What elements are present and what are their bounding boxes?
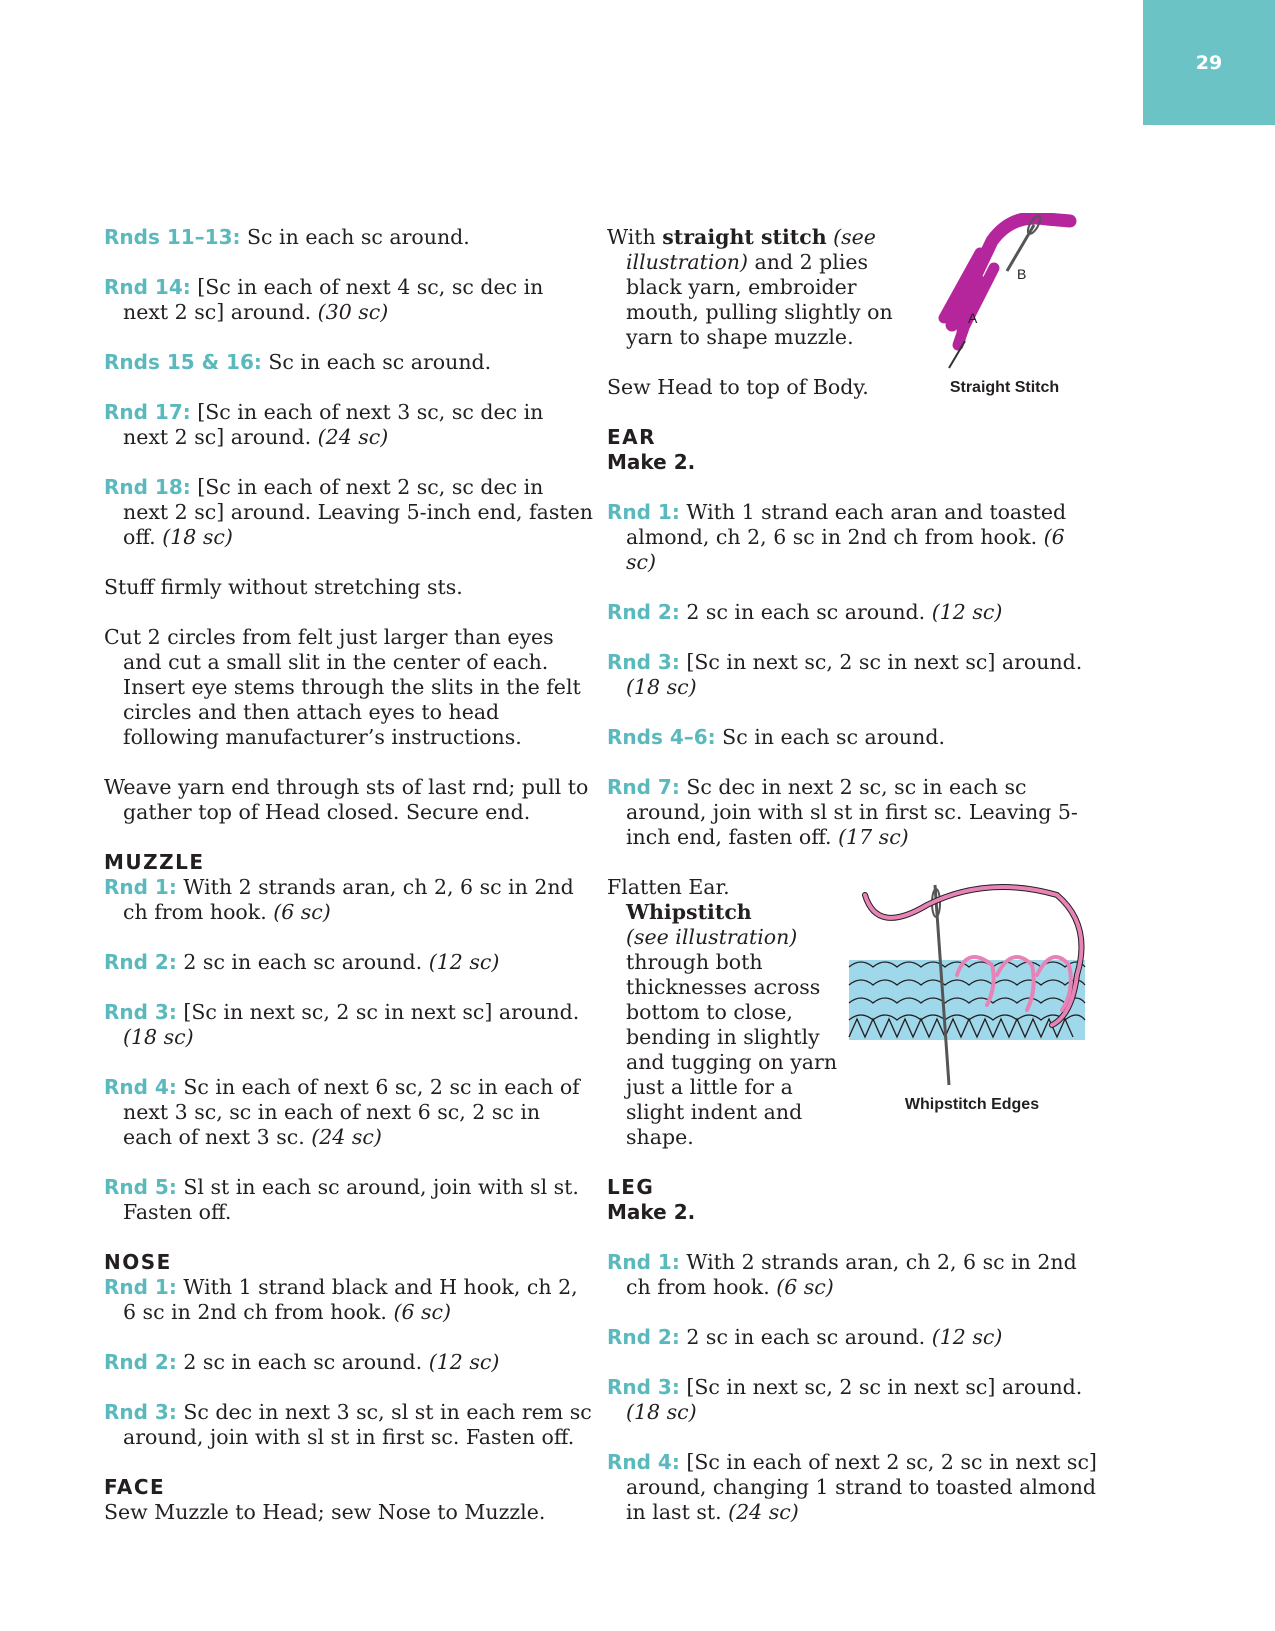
- round-text: Sc in each sc around.: [715, 725, 945, 749]
- round-label: Rnd 1:: [607, 1250, 680, 1274]
- knit-fabric: [849, 960, 1085, 1040]
- muzzle-rnd-4: [104, 1075, 594, 1150]
- needle: [1007, 225, 1034, 271]
- round-label: Rnd 3:: [104, 1400, 177, 1424]
- straight-stitch-block: [607, 225, 1097, 425]
- sew-head-instruction: Sew Head to top of Body.: [607, 375, 869, 399]
- section-heading-ear: EAR: [607, 425, 657, 449]
- page-number-tab: [1143, 0, 1275, 125]
- section-heading-muzzle: MUZZLE: [104, 850, 205, 874]
- stitch-count: (24 sc): [317, 425, 389, 449]
- round-text: 2 sc in each sc around.: [679, 1325, 932, 1349]
- round-label: Rnd 1:: [607, 500, 680, 524]
- round-label: Rnd 3:: [104, 1000, 177, 1024]
- text-span: through both thicknesses across bottom to close, bending in slightly and tugging on yarn just a little for a slight indent and shape.: [626, 950, 838, 1149]
- left-column: [104, 225, 594, 1550]
- whipstitch-caption: Whipstitch Edges: [904, 1096, 1040, 1113]
- section-heading-face: FACE: [104, 1475, 166, 1499]
- round-text: Sc in each sc around.: [261, 350, 492, 374]
- page-number: 29: [1195, 51, 1223, 74]
- instruction-rnds-11-13: [104, 225, 594, 250]
- round-text: 2 sc in each sc around.: [176, 950, 429, 974]
- round-label: Rnd 2:: [104, 1350, 177, 1374]
- round-text: Sc in each of next 6 sc, 2 sc in each of next 3 sc, sc in each of next 6 sc, 2 sc in each of next 3 sc.: [123, 1075, 580, 1149]
- round-text: [Sc in next sc, 2 sc in next sc] around.: [679, 650, 1083, 674]
- round-text: 2 sc in each sc around.: [176, 1350, 429, 1374]
- nose-rnd-2: [104, 1350, 594, 1375]
- ear-rnds-4-6: [607, 725, 1097, 750]
- section-heading-nose: NOSE: [104, 1250, 172, 1274]
- round-text: Sc dec in next 2 sc, sc in each sc around, join with sl st in first sc. Leaving 5-inch end, fasten off.: [626, 775, 1078, 849]
- stitch-count: (12 sc): [428, 1350, 500, 1374]
- stitch-count: (6 sc): [626, 525, 1065, 574]
- felt-eyes-instruction: Cut 2 circles from felt just larger than eyes and cut a small slit in the center of each. Insert eye stems through the slits in the felt circles and then attach eyes to head following manufacturer’s instructions.: [104, 625, 581, 749]
- round-label: Rnd 17:: [104, 400, 191, 424]
- round-text: With 1 strand black and H hook, ch 2, 6 sc in 2nd ch from hook.: [123, 1275, 578, 1324]
- round-label: Rnds 4–6:: [607, 725, 716, 749]
- straight-stitch-text: [607, 225, 922, 425]
- straight-stitch-illustration: [922, 213, 1087, 373]
- round-label: Rnd 14:: [104, 275, 191, 299]
- see-illustration-note: (see illustration): [626, 925, 798, 949]
- leg-rnd-2: [607, 1325, 1097, 1350]
- muzzle-rnd-5: [104, 1175, 594, 1225]
- leg-rnd-1: [607, 1250, 1097, 1300]
- round-text: Sl st in each sc around, join with sl st. Fasten off.: [123, 1175, 579, 1224]
- stitch-count: (6 sc): [273, 900, 331, 924]
- muzzle-rnd-1: [104, 875, 594, 925]
- instruction-rnd-14: [104, 275, 594, 325]
- instruction-rnd-17: [104, 400, 594, 450]
- ear-rnd-1: [607, 500, 1097, 575]
- round-text: [Sc in next sc, 2 sc in next sc] around.: [679, 1375, 1083, 1399]
- stitch-count: (6 sc): [776, 1275, 834, 1299]
- round-text: [Sc in next sc, 2 sc in next sc] around.: [176, 1000, 580, 1024]
- stitch-count: (12 sc): [428, 950, 500, 974]
- stitch-count: (18 sc): [626, 1400, 697, 1424]
- leg-rnd-3: [607, 1375, 1097, 1425]
- nose-rnd-3: [104, 1400, 594, 1450]
- muzzle-rnd-2: [104, 950, 594, 975]
- weave-instruction: Weave yarn end through sts of last rnd; pull to gather top of Head closed. Secure end.: [104, 775, 589, 824]
- whipstitch-illustration: [847, 875, 1097, 1090]
- round-text: With 2 strands aran, ch 2, 6 sc in 2nd ch from hook.: [123, 875, 574, 924]
- round-text: With 1 strand each aran and toasted almond, ch 2, 6 sc in 2nd ch from hook.: [626, 500, 1067, 549]
- stitch-count: (12 sc): [931, 600, 1003, 624]
- whipstitch-block: [607, 875, 1097, 1175]
- round-label: Rnd 2:: [607, 1325, 680, 1349]
- muzzle-rnd-3: [104, 1000, 594, 1050]
- ear-rnd-7: [607, 775, 1097, 850]
- text-span: and 2 plies black yarn, embroider mouth, pulling slightly on yarn to shape muzzle.: [626, 250, 893, 349]
- round-text: [Sc in each of next 3 sc, sc dec in next 2 sc] around.: [123, 400, 544, 449]
- stitch-count: (18 sc): [162, 525, 233, 549]
- round-label: Rnds 11–13:: [104, 225, 241, 249]
- straight-stitch-instruction: [607, 225, 922, 350]
- ear-rnd-3: [607, 650, 1097, 700]
- stitch-count: (24 sc): [311, 1125, 382, 1149]
- label-a: A: [968, 310, 978, 326]
- round-text: Sc dec in next 3 sc, sl st in each rem sc around, join with sl st in first sc. Fasten off.: [123, 1400, 592, 1449]
- ear-make-count: Make 2.: [607, 450, 696, 474]
- round-label: Rnd 7:: [607, 775, 680, 799]
- stitch-count: (12 sc): [931, 1325, 1003, 1349]
- round-label: Rnd 18:: [104, 475, 191, 499]
- section-heading-leg: LEG: [607, 1175, 655, 1199]
- round-label: Rnd 5:: [104, 1175, 177, 1199]
- round-text: 2 sc in each sc around.: [679, 600, 932, 624]
- nose-rnd-1: [104, 1275, 594, 1325]
- round-label: Rnd 1:: [104, 875, 177, 899]
- round-label: Rnd 3:: [607, 650, 680, 674]
- face-instruction: Sew Muzzle to Head; sew Nose to Muzzle.: [104, 1500, 546, 1524]
- round-label: Rnds 15 & 16:: [104, 350, 262, 374]
- whipstitch-instruction: [607, 900, 839, 1150]
- stitch-count: (24 sc): [728, 1500, 799, 1524]
- straight-stitch-caption: Straight Stitch: [949, 379, 1060, 396]
- stitch-count: (18 sc): [123, 1025, 194, 1049]
- stitch-count: (30 sc): [317, 300, 389, 324]
- leg-rnd-4: [607, 1450, 1097, 1525]
- round-label: Rnd 4:: [104, 1075, 177, 1099]
- instruction-rnds-15-16: [104, 350, 594, 375]
- whipstitch-text: [607, 875, 839, 1175]
- round-label: Rnd 1:: [104, 1275, 177, 1299]
- label-b: B: [1017, 266, 1027, 282]
- see-illustration-note: (see illustration): [626, 225, 876, 274]
- term-straight-stitch: straight stitch: [662, 225, 827, 249]
- whipstitch-figure: [847, 875, 1097, 1114]
- round-label: Rnd 2:: [607, 600, 680, 624]
- ear-rnd-2: [607, 600, 1097, 625]
- stuff-instruction: Stuff firmly without stretching sts.: [104, 575, 463, 599]
- round-text: [Sc in each of next 2 sc, 2 sc in next sc] around, changing 1 strand to toasted almond in last st.: [626, 1450, 1097, 1524]
- round-label: Rnd 2:: [104, 950, 177, 974]
- stitch-count: (17 sc): [838, 825, 909, 849]
- round-text: [Sc in each of next 2 sc, sc dec in next 2 sc] around. Leaving 5-inch end, fasten off.: [123, 475, 593, 549]
- straight-stitch-figure: [922, 213, 1087, 397]
- round-text: [Sc in each of next 4 sc, sc dec in next 2 sc] around.: [123, 275, 544, 324]
- stitch-count: (18 sc): [626, 675, 697, 699]
- round-label: Rnd 3:: [607, 1375, 680, 1399]
- term-whipstitch: Whipstitch: [626, 900, 752, 924]
- round-text: With 2 strands aran, ch 2, 6 sc in 2nd ch from hook.: [626, 1250, 1077, 1299]
- right-column: [607, 225, 1097, 1550]
- leg-make-count: Make 2.: [607, 1200, 696, 1224]
- stitch-count: (6 sc): [393, 1300, 452, 1324]
- round-text: Sc in each sc around.: [240, 225, 470, 249]
- instruction-rnd-18: [104, 475, 594, 550]
- round-label: Rnd 4:: [607, 1450, 680, 1474]
- text-span: With: [607, 225, 663, 249]
- flatten-ear-instruction: Flatten Ear.: [607, 875, 730, 899]
